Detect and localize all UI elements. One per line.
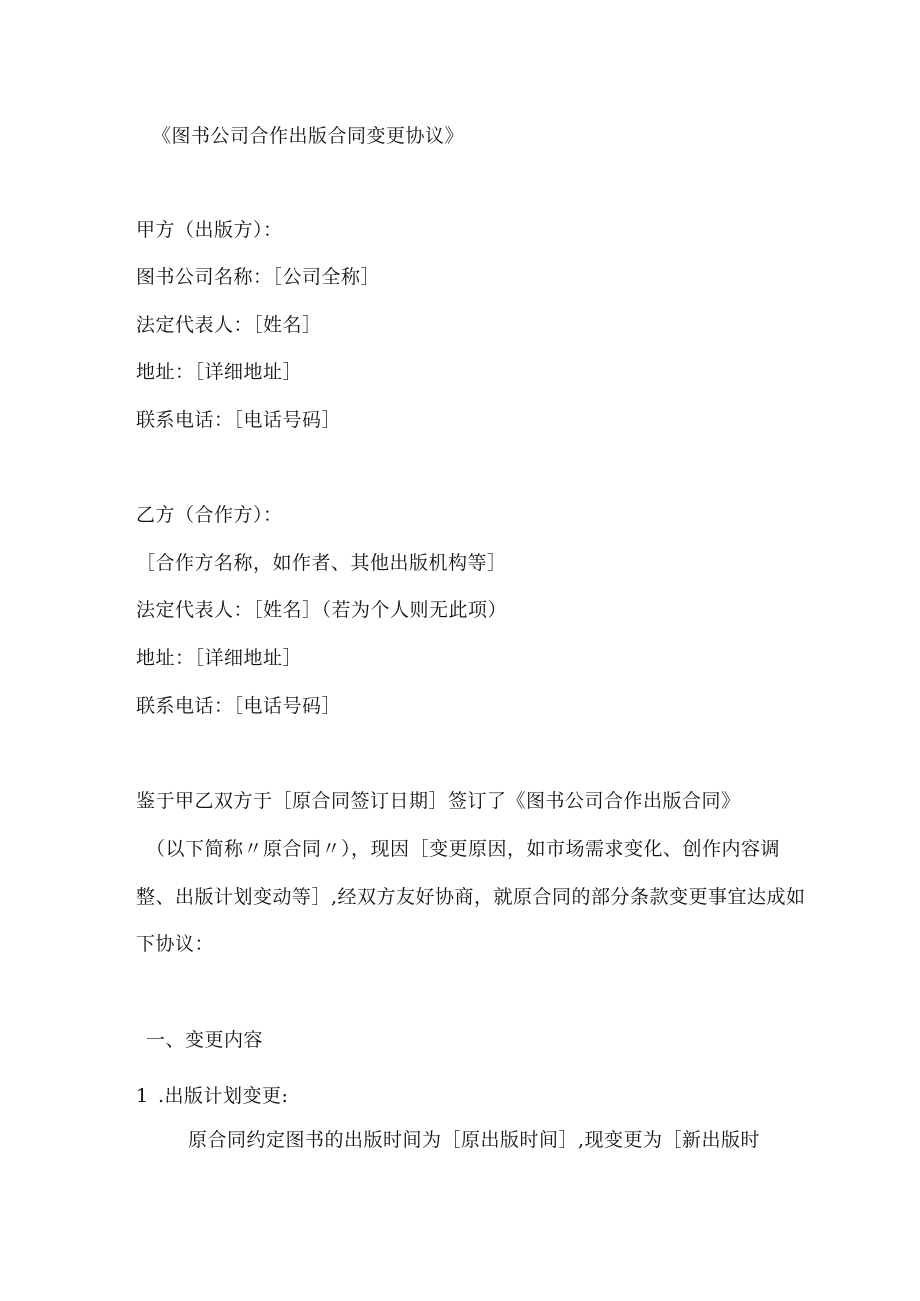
party-a-company: 图书公司名称：［公司全称］	[136, 266, 381, 288]
party-b-name: ［合作方名称，如作者、其他出版机构等］	[136, 552, 507, 574]
party-a-legal-rep: 法定代表人：［姓名］	[136, 314, 322, 336]
clause-1-number: 1	[136, 1085, 149, 1107]
party-b-heading: 乙方（合作方）：	[136, 504, 283, 526]
recital-line-1: 鉴于甲乙双方于［原合同签订日期］签订了《图书公司合作出版合同》	[136, 790, 741, 812]
party-a-phone: 联系电话：［电话号码］	[136, 409, 342, 431]
party-a-heading: 甲方（出版方）：	[136, 219, 283, 241]
recital-line-4: 下协议：	[136, 933, 215, 955]
recital-line-2: （以下简称〃原合同〃），现因［变更原因，如市场需求变化、创作内容调	[146, 838, 781, 860]
party-b-address: 地址：［详细地址］	[136, 647, 303, 669]
section-heading-change-content: 一、变更内容	[146, 1029, 264, 1051]
document-title: 《图书公司合作出版合同变更协议》	[152, 125, 465, 147]
clause-1-body: 原合同约定图书的出版时间为［原出版时间］,现变更为［新出版时	[188, 1129, 761, 1151]
party-b-phone: 联系电话：［电话号码］	[136, 695, 342, 717]
party-b-legal-rep: 法定代表人：［姓名］（若为个人则无此项）	[136, 599, 508, 621]
clause-1-heading	[136, 1084, 288, 1108]
party-a-address: 地址：［详细地址］	[136, 361, 303, 383]
clause-1-title: .出版计划变更:	[158, 1085, 289, 1107]
recital-line-3: 整、出版计划变动等］,经双方友好协商，就原合同的部分条款变更事宜达成如	[136, 886, 806, 908]
